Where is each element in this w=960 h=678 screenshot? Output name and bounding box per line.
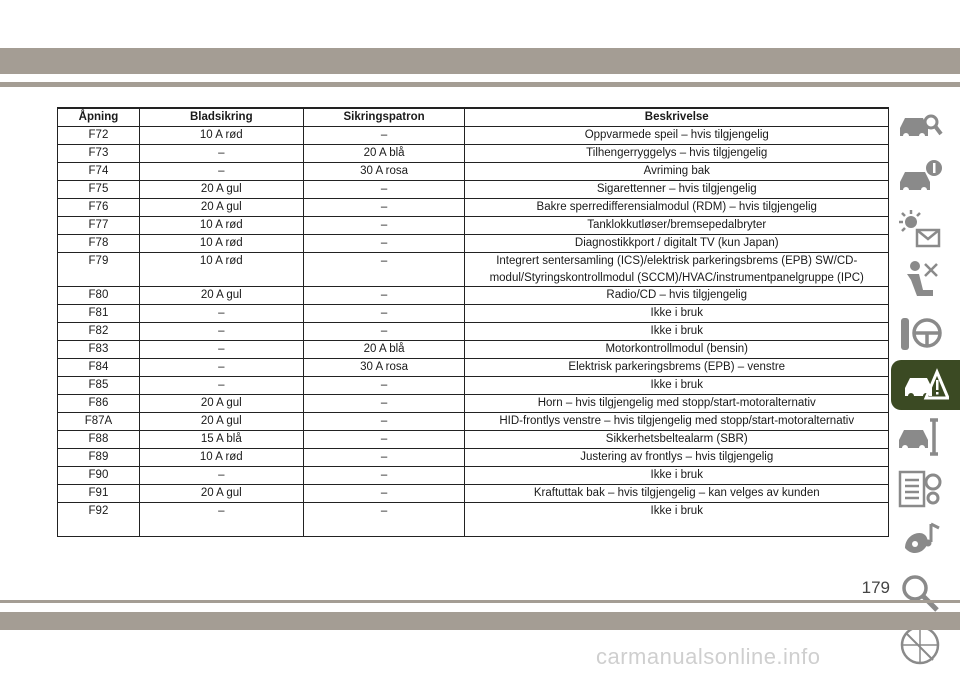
table-row bbox=[58, 503, 889, 537]
cell-bladsikring: 15 A blå bbox=[139, 431, 303, 449]
tab-steering-wheel[interactable] bbox=[891, 308, 949, 358]
cell-bladsikring: 20 A gul bbox=[139, 199, 303, 217]
cell-beskrivelse: Ikke i bruk bbox=[465, 503, 889, 537]
tab-car-tools[interactable] bbox=[891, 412, 949, 462]
cell-beskrivelse: Integrert sentersamling (ICS)/elektrisk parkeringsbrems (EPB) SW/CD-modul/Styringskontrollmodul (SCCM)/HVAC/instrumentpanelgruppe (IPC) bbox=[465, 253, 889, 287]
tab-car-warning[interactable] bbox=[891, 360, 960, 410]
cell-bladsikring: 20 A gul bbox=[139, 485, 303, 503]
table-row bbox=[58, 467, 889, 485]
cell-beskrivelse: Horn – hvis tilgjengelig med stopp/start-motoralternativ bbox=[465, 395, 889, 413]
table-row bbox=[58, 253, 889, 287]
cell-apning: F73 bbox=[58, 145, 140, 163]
cell-bladsikring: – bbox=[139, 503, 303, 537]
cell-apning: F72 bbox=[58, 127, 140, 145]
cell-bladsikring: – bbox=[139, 145, 303, 163]
cell-beskrivelse: Motorkontrollmodul (bensin) bbox=[465, 341, 889, 359]
header-beskrivelse: Beskrivelse bbox=[465, 108, 889, 127]
cell-sikringspatron: – bbox=[303, 127, 465, 145]
cell-apning: F86 bbox=[58, 395, 140, 413]
table-row bbox=[58, 413, 889, 431]
table-row bbox=[58, 199, 889, 217]
table-row bbox=[58, 181, 889, 199]
cell-bladsikring: – bbox=[139, 323, 303, 341]
cell-apning: F81 bbox=[58, 305, 140, 323]
car-info-icon bbox=[897, 156, 943, 198]
cell-beskrivelse: Sikkerhetsbeltealarm (SBR) bbox=[465, 431, 889, 449]
table-row bbox=[58, 449, 889, 467]
cell-bladsikring: 10 A rød bbox=[139, 253, 303, 287]
cell-sikringspatron: – bbox=[303, 467, 465, 485]
cell-beskrivelse: Ikke i bruk bbox=[465, 467, 889, 485]
table-row bbox=[58, 341, 889, 359]
header-bladsikring: Bladsikring bbox=[139, 108, 303, 127]
cell-apning: F91 bbox=[58, 485, 140, 503]
cell-sikringspatron: – bbox=[303, 253, 465, 287]
cell-beskrivelse: Oppvarmede speil – hvis tilgjengelig bbox=[465, 127, 889, 145]
tab-warning-lights[interactable] bbox=[891, 204, 949, 254]
cell-apning: F75 bbox=[58, 181, 140, 199]
cell-sikringspatron: – bbox=[303, 199, 465, 217]
table-row bbox=[58, 359, 889, 377]
warning-lights-icon bbox=[897, 208, 943, 250]
table-row bbox=[58, 485, 889, 503]
cell-apning: F88 bbox=[58, 431, 140, 449]
cell-bladsikring: 10 A rød bbox=[139, 127, 303, 145]
cell-bladsikring: – bbox=[139, 377, 303, 395]
steering-wheel-icon bbox=[897, 312, 943, 354]
cell-apning: F87A bbox=[58, 413, 140, 431]
table-row bbox=[58, 163, 889, 181]
cell-beskrivelse: Ikke i bruk bbox=[465, 323, 889, 341]
cell-beskrivelse: Justering av frontlys – hvis tilgjengelig bbox=[465, 449, 889, 467]
cell-sikringspatron: – bbox=[303, 377, 465, 395]
tab-multimedia[interactable] bbox=[891, 516, 949, 566]
header-apning: Åpning bbox=[58, 108, 140, 127]
cell-apning: F85 bbox=[58, 377, 140, 395]
cell-apning: F74 bbox=[58, 163, 140, 181]
cell-beskrivelse: Diagnostikkport / digitalt TV (kun Japan) bbox=[465, 235, 889, 253]
cell-apning: F92 bbox=[58, 503, 140, 537]
cell-sikringspatron: – bbox=[303, 503, 465, 537]
cell-bladsikring: – bbox=[139, 163, 303, 181]
cell-apning: F79 bbox=[58, 253, 140, 287]
car-search-icon bbox=[897, 104, 943, 146]
cell-apning: F76 bbox=[58, 199, 140, 217]
cell-bladsikring: 20 A gul bbox=[139, 287, 303, 305]
table-row bbox=[58, 431, 889, 449]
fuse-table bbox=[57, 107, 889, 537]
cell-bladsikring: – bbox=[139, 341, 303, 359]
tab-car-info[interactable] bbox=[891, 152, 949, 202]
table-row bbox=[58, 377, 889, 395]
car-tools-icon bbox=[897, 416, 943, 458]
cell-sikringspatron: 30 A rosa bbox=[303, 163, 465, 181]
cell-apning: F78 bbox=[58, 235, 140, 253]
multimedia-icon bbox=[897, 520, 943, 562]
tab-airbag-seat[interactable] bbox=[891, 256, 949, 306]
cell-beskrivelse: Bakre sperredifferensialmodul (RDM) – hvis tilgjengelig bbox=[465, 199, 889, 217]
cell-bladsikring: – bbox=[139, 359, 303, 377]
magnifier-icon bbox=[897, 572, 943, 614]
tab-search[interactable] bbox=[891, 568, 949, 618]
cell-sikringspatron: – bbox=[303, 305, 465, 323]
cell-beskrivelse: Sigarettenner – hvis tilgjengelig bbox=[465, 181, 889, 199]
specifications-icon bbox=[897, 468, 943, 510]
table-row bbox=[58, 395, 889, 413]
bottom-footer-band bbox=[0, 612, 960, 630]
cell-sikringspatron: 30 A rosa bbox=[303, 359, 465, 377]
cell-beskrivelse: Tilhengerryggelys – hvis tilgjengelig bbox=[465, 145, 889, 163]
cell-sikringspatron: – bbox=[303, 431, 465, 449]
cell-sikringspatron: – bbox=[303, 395, 465, 413]
cell-sikringspatron: – bbox=[303, 287, 465, 305]
index-icon bbox=[897, 624, 943, 666]
top-header-band bbox=[0, 48, 960, 74]
table-row bbox=[58, 217, 889, 235]
cell-bladsikring: 20 A gul bbox=[139, 395, 303, 413]
cell-beskrivelse: Elektrisk parkeringsbrems (EPB) – venstre bbox=[465, 359, 889, 377]
cell-beskrivelse: Avriming bak bbox=[465, 163, 889, 181]
cell-bladsikring: 10 A rød bbox=[139, 449, 303, 467]
cell-beskrivelse: Radio/CD – hvis tilgjengelig bbox=[465, 287, 889, 305]
table-row bbox=[58, 323, 889, 341]
header-sikringspatron: Sikringspatron bbox=[303, 108, 465, 127]
cell-sikringspatron: – bbox=[303, 181, 465, 199]
table-row bbox=[58, 305, 889, 323]
table-row bbox=[58, 145, 889, 163]
cell-apning: F77 bbox=[58, 217, 140, 235]
tab-car-search[interactable] bbox=[891, 100, 949, 150]
cell-sikringspatron: – bbox=[303, 217, 465, 235]
cell-beskrivelse: Tanklokkutløser/bremsepedalbryter bbox=[465, 217, 889, 235]
cell-beskrivelse: Ikke i bruk bbox=[465, 377, 889, 395]
cell-apning: F83 bbox=[58, 341, 140, 359]
cell-beskrivelse: HID-frontlys venstre – hvis tilgjengelig med stopp/start-motoralternativ bbox=[465, 413, 889, 431]
cell-sikringspatron: – bbox=[303, 449, 465, 467]
cell-bladsikring: 20 A gul bbox=[139, 181, 303, 199]
cell-sikringspatron: – bbox=[303, 413, 465, 431]
cell-apning: F84 bbox=[58, 359, 140, 377]
table-header-row bbox=[58, 108, 889, 127]
table-row bbox=[58, 287, 889, 305]
tab-specifications[interactable] bbox=[891, 464, 949, 514]
watermark-text: carmanualsonline.info bbox=[596, 644, 821, 669]
cell-apning: F82 bbox=[58, 323, 140, 341]
cell-beskrivelse: Kraftuttak bak – hvis tilgjengelig – kan velges av kunden bbox=[465, 485, 889, 503]
table-row bbox=[58, 127, 889, 145]
bottom-divider-line bbox=[0, 600, 960, 603]
cell-bladsikring: – bbox=[139, 467, 303, 485]
cell-apning: F90 bbox=[58, 467, 140, 485]
airbag-seat-icon bbox=[897, 260, 943, 302]
cell-sikringspatron: – bbox=[303, 323, 465, 341]
page-number: 179 bbox=[861, 578, 890, 597]
cell-sikringspatron: 20 A blå bbox=[303, 341, 465, 359]
cell-apning: F89 bbox=[58, 449, 140, 467]
cell-sikringspatron: 20 A blå bbox=[303, 145, 465, 163]
cell-beskrivelse: Ikke i bruk bbox=[465, 305, 889, 323]
cell-bladsikring: – bbox=[139, 305, 303, 323]
top-divider-line bbox=[0, 82, 960, 87]
cell-apning: F80 bbox=[58, 287, 140, 305]
cell-bladsikring: 20 A gul bbox=[139, 413, 303, 431]
table-row bbox=[58, 235, 889, 253]
cell-bladsikring: 10 A rød bbox=[139, 235, 303, 253]
cell-sikringspatron: – bbox=[303, 485, 465, 503]
cell-bladsikring: 10 A rød bbox=[139, 217, 303, 235]
car-warning-icon bbox=[903, 364, 949, 406]
cell-sikringspatron: – bbox=[303, 235, 465, 253]
